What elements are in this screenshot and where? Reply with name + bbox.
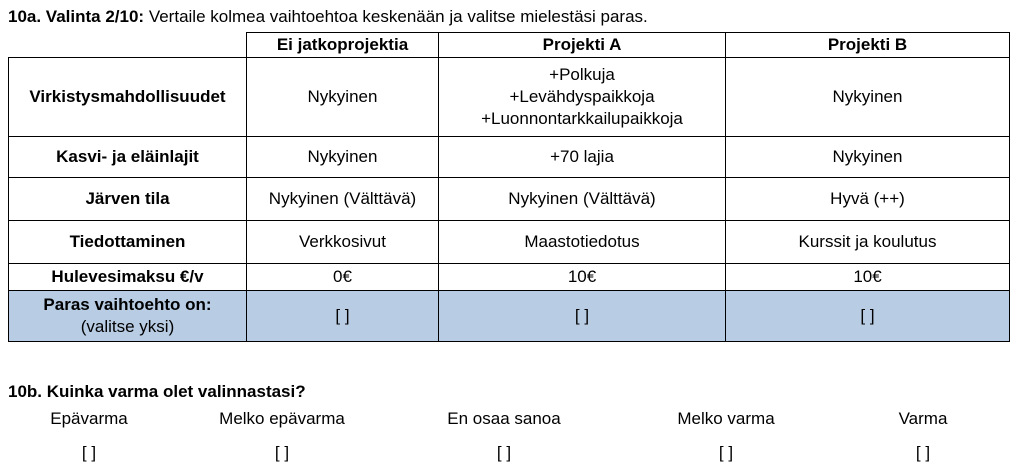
row-label: Hulevesimaksu €/v [9, 264, 247, 291]
table-row [9, 221, 1010, 264]
certainty-label: Melko epävarma [219, 409, 345, 428]
question-10a-title [8, 7, 648, 27]
certainty-option [404, 408, 604, 464]
certainty-checkbox[interactable]: [ ] [496, 443, 512, 462]
column-header-project-b: Projekti B [726, 33, 1010, 58]
question-10b-title: 10b. Kuinka varma olet valinnastasi? [8, 382, 306, 401]
table-corner [9, 33, 247, 58]
table-row [9, 58, 1010, 137]
table-row [9, 178, 1010, 221]
choice-checkbox-project-a[interactable]: [ ] [439, 291, 726, 342]
question-number: 10a. Valinta 2/10: [8, 7, 145, 26]
table-row [9, 137, 1010, 178]
table-cell: Maastotiedotus [439, 221, 726, 264]
choice-row [9, 291, 1010, 342]
table-row [9, 264, 1010, 291]
certainty-label: Melko varma [677, 409, 775, 428]
table-cell: Verkkosivut [247, 221, 439, 264]
choice-checkbox-no-project[interactable]: [ ] [247, 291, 439, 342]
cell-line: +Levähdyspaikkoja [509, 87, 655, 106]
table-cell: 10€ [439, 264, 726, 291]
table-cell: Kurssit ja koulutus [726, 221, 1010, 264]
question-instruction: Vertaile kolmea vaihtoehtoa keskenään ja valitse mielestäsi paras. [148, 7, 648, 26]
certainty-option [182, 408, 382, 464]
row-label: Kasvi- ja eläinlajit [9, 137, 247, 178]
certainty-checkbox[interactable]: [ ] [718, 443, 734, 462]
table-cell: Nykyinen [247, 58, 439, 137]
choice-sublabel: (valitse yksi) [80, 317, 175, 336]
cell-line: +Luonnontarkkailupaikkoja [481, 109, 683, 128]
table-cell-multiline [439, 58, 726, 137]
table-cell: Nykyinen [726, 137, 1010, 178]
table-cell: 0€ [247, 264, 439, 291]
cell-line: +Polkuja [549, 65, 615, 84]
certainty-option [823, 408, 1023, 464]
table-cell: Nykyinen [247, 137, 439, 178]
certainty-checkbox[interactable]: [ ] [915, 443, 931, 462]
choice-label: Paras vaihtoehto on: [43, 295, 212, 314]
row-label: Virkistysmahdollisuudet [9, 58, 247, 137]
table-cell: +70 lajia [439, 137, 726, 178]
table-cell: 10€ [726, 264, 1010, 291]
table-cell: Nykyinen (Välttävä) [439, 178, 726, 221]
table-cell: Nykyinen [726, 58, 1010, 137]
certainty-label: Varma [898, 409, 948, 428]
column-header-project-a: Projekti A [439, 33, 726, 58]
certainty-option [626, 408, 826, 464]
certainty-option [0, 408, 189, 464]
row-label: Järven tila [9, 178, 247, 221]
choice-table [8, 32, 1010, 342]
row-label: Tiedottaminen [9, 221, 247, 264]
column-header-no-project: Ei jatkoprojektia [247, 33, 439, 58]
table-cell: Nykyinen (Välttävä) [247, 178, 439, 221]
choice-row-label [9, 291, 247, 342]
certainty-checkbox[interactable]: [ ] [274, 443, 290, 462]
certainty-checkbox[interactable]: [ ] [81, 443, 97, 462]
certainty-label: Epävarma [50, 409, 128, 428]
table-cell: Hyvä (++) [726, 178, 1010, 221]
certainty-label: En osaa sanoa [447, 409, 561, 428]
choice-checkbox-project-b[interactable]: [ ] [726, 291, 1010, 342]
